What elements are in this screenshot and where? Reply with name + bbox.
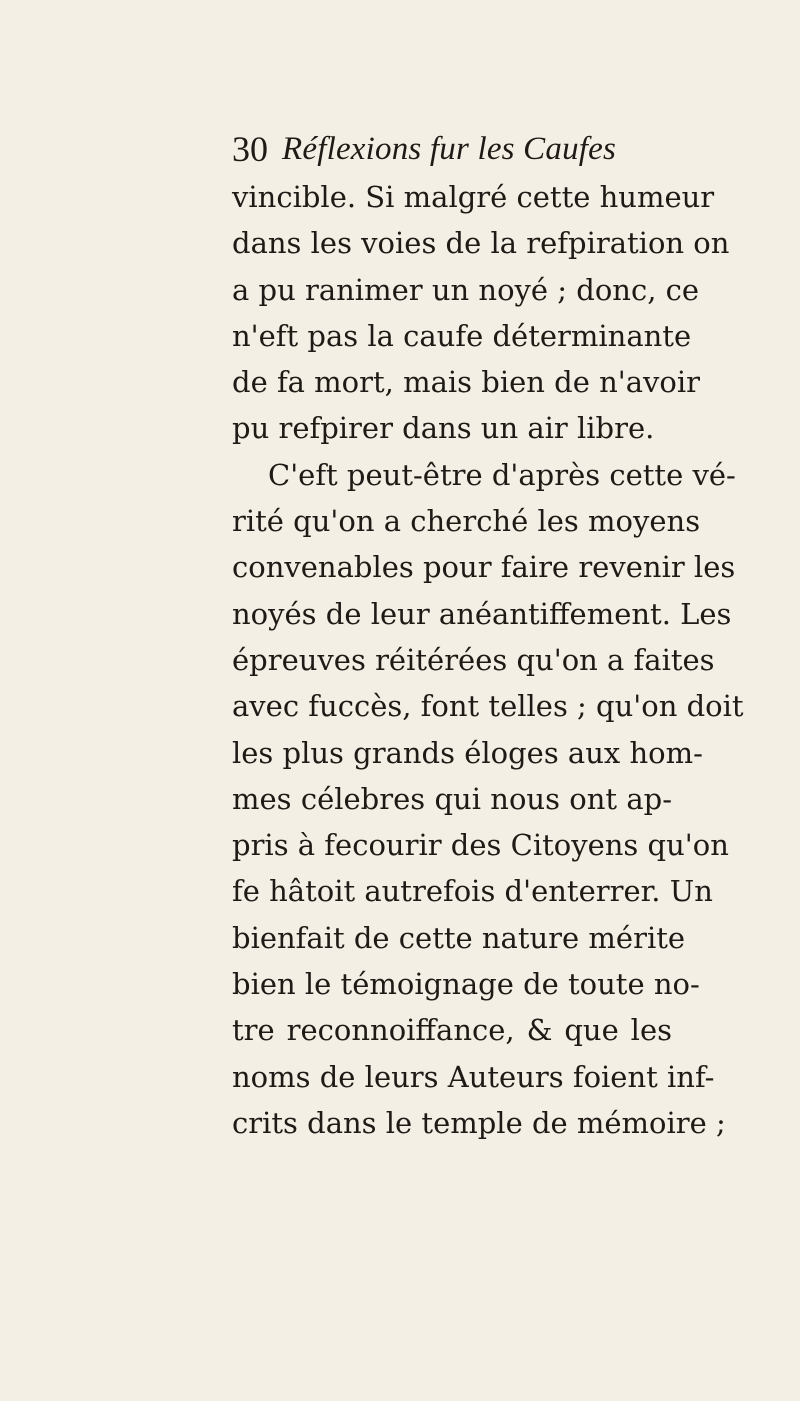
text-line: mes célebres qui nous ont ap- [232,781,672,816]
running-title: Réflexions fur les Caufes [282,131,617,167]
text-line: noyés de leur anéantiffement. Les [232,596,732,631]
text-line: de fa mort, mais bien de n'avoir [232,365,701,400]
text-line: rité qu'on a cherché les moyens [232,504,701,539]
text-line: vincible. Si malgré cette humeur [232,180,715,214]
text-line: pris à fecourir des Citoyens qu'on [232,828,729,863]
text-line: tre reconnoiffance, & que les [232,1013,672,1048]
text-line: a pu ranimer un noyé ; donc, ce [232,272,700,307]
text-line: noms de leurs Auteurs foient inf- [232,1059,715,1094]
text-line: dans les voies de la refpiration on [232,226,730,261]
text-line: pu refpirer dans un air libre. [232,411,655,446]
text-line: bienfait de cette nature mérite [232,920,686,955]
text-line: crits dans le temple de mémoire ; [232,1105,726,1140]
text-line: n'eft pas la caufe déterminante [232,318,692,353]
text-line: avec fuccès, font telles ; qu'on doit [232,689,744,724]
page-number: 30 [232,129,268,169]
text-line: bien le témoignage de toute no- [232,967,700,1002]
text-line: fe hâtoit autrefois d'enterrer. Un [232,874,713,909]
body-text [232,174,744,1146]
text-line: C'eft peut-être d'après cette vé- [268,457,736,492]
text-line: convenables pour faire revenir les [232,550,736,585]
text-line: les plus grands éloges aux hom- [232,735,703,770]
text-line: épreuves réitérées qu'on a faites [232,642,715,677]
